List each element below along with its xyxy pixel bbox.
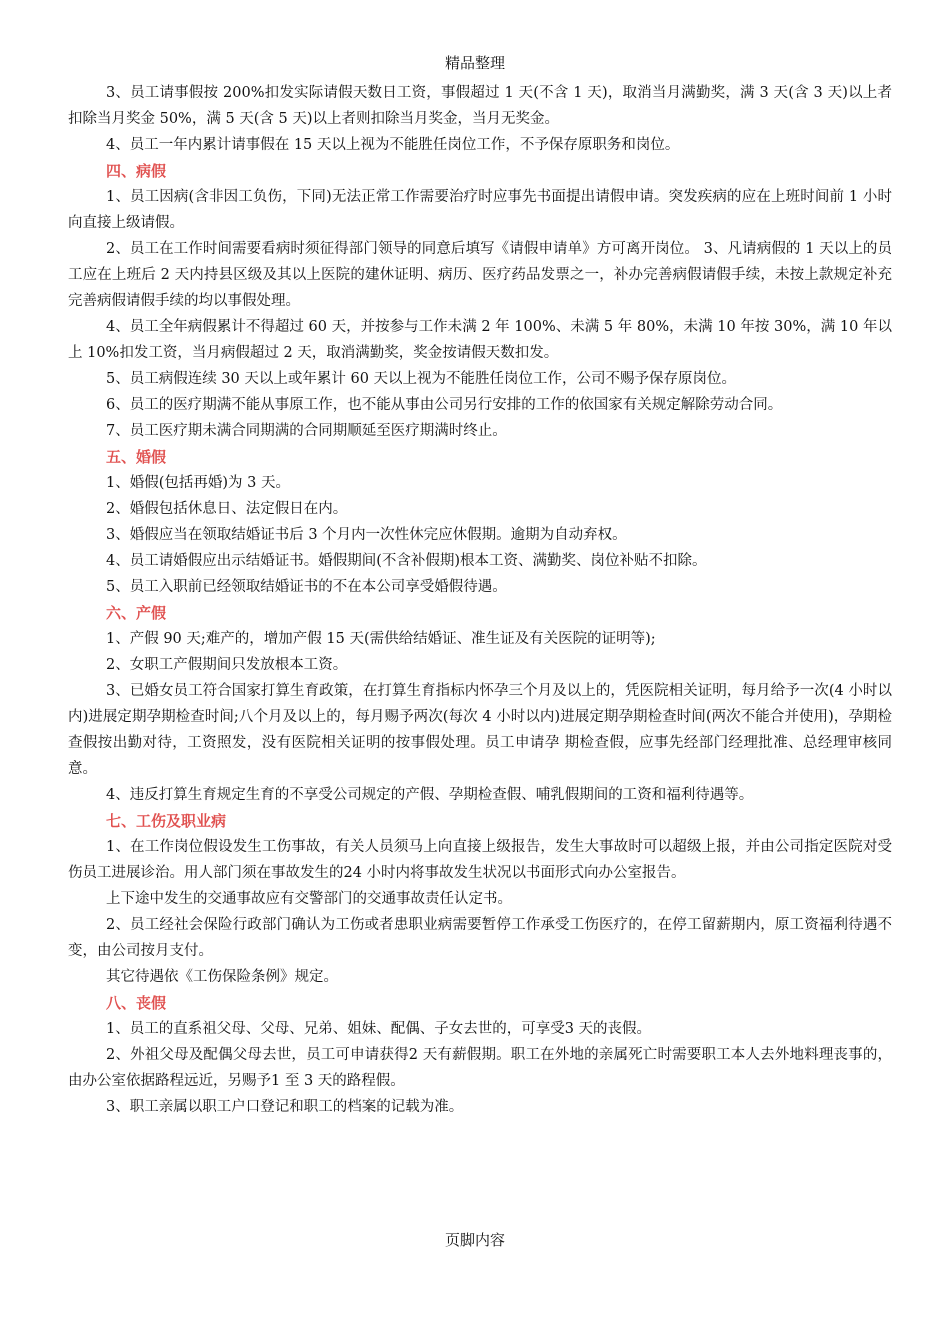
section-heading: 四、病假: [106, 162, 167, 180]
page-footer: 页脚内容: [444, 1231, 505, 1249]
paragraph: 1、产假 90 天;难产的，增加产假 15 天(需供给结婚证、准生证及有关医院的证明等);: [106, 631, 656, 647]
paragraph: 3、职工亲属以职工户口登记和职工的档案的记载为准。: [106, 1099, 464, 1115]
section-heading: 六、产假: [106, 604, 167, 622]
paragraph: 5、员工病假连续 30 天以上或年累计 60 天以上视为不能胜任岗位工作，公司不赐予保存原岗位。: [106, 371, 737, 387]
page-header: 精品整理: [444, 54, 505, 72]
paragraph: 2、婚假包括休息日、法定假日在内。: [106, 501, 348, 517]
paragraph: 4、员工全年病假累计不得超过 60 天，并按参与工作未满 2 年 100%、未满 5 年 80%，未满 10 年按 30%，满 10 年以上 10%扣发工资，当月病假超过 2 天，取消满勤奖，奖金按请假天数扣发。: [68, 319, 892, 361]
paragraph: 2、员工经社会保险行政部门确认为工伤或者患职业病需要暂停工作承受工伤医疗的，在停工留薪期内，原工资福利待遇不变，由公司按月支付。: [68, 917, 892, 959]
paragraph: 2、员工在工作时间需要看病时须征得部门领导的同意后填写《请假申请单》方可离开岗位。 3、凡请病假的 1 天以上的员工应在上班后 2 天内持县区级及其以上医院的建休证明、病历、医疗药品发票之一，补办完善病假请假手续，未按上款规定补充完善病假请假手续的均以事假处理。: [68, 241, 892, 309]
paragraph: 3、员工请事假按 200%扣发实际请假天数日工资，事假超过 1 天(不含 1 天)，取消当月满勤奖，满 3 天(含 3 天)以上者扣除当月奖金 50%，满 5 天(含 5 天)以上者则扣除当月奖金，当月无奖金。: [68, 85, 892, 127]
paragraph: 其它待遇依《工伤保险条例》规定。: [106, 969, 338, 985]
paragraph: 1、员工因病(含非因工负伤，下同)无法正常工作需要治疗时应事先书面提出请假申请。突发疾病的应在上班时间前 1 小时向直接上级请假。: [68, 189, 892, 231]
paragraph: 2、外祖父母及配偶父母去世，员工可申请获得2 天有薪假期。职工在外地的亲属死亡时需要职工本人去外地料理丧事的，由办公室依据路程远近，另赐予1 至 3 天的路程假。: [68, 1047, 892, 1089]
document-body: [68, 80, 892, 1120]
section-heading: 五、婚假: [106, 448, 167, 466]
paragraph: 5、员工入职前已经领取结婚证书的不在本公司享受婚假待遇。: [106, 579, 507, 595]
paragraph: 4、员工一年内累计请事假在 15 天以上视为不能胜任岗位工作，不予保存原职务和岗位。: [106, 137, 680, 153]
paragraph: 4、员工请婚假应出示结婚证书。婚假期间(不含补假期)根本工资、满勤奖、岗位补贴不扣除。: [106, 553, 707, 569]
section-heading: 七、工伤及职业病: [106, 812, 227, 830]
paragraph: 上下途中发生的交通事故应有交警部门的交通事故责任认定书。: [106, 891, 512, 907]
paragraph: 1、员工的直系祖父母、父母、兄弟、姐妹、配偶、子女去世的，可享受3 天的丧假。: [106, 1021, 652, 1037]
paragraph: 1、婚假(包括再婚)为 3 天。: [106, 475, 290, 491]
paragraph: 6、员工的医疗期满不能从事原工作，也不能从事由公司另行安排的工作的依国家有关规定解除劳动合同。: [106, 397, 783, 413]
section-heading: 八、丧假: [106, 994, 167, 1012]
paragraph: 1、在工作岗位假设发生工伤事故，有关人员须马上向直接上级报告，发生大事故时可以超级上报，并由公司指定医院对受伤员工进展诊治。用人部门须在事故发生的24 小时内将事故发生状况以书面形式向办公室报告。: [68, 839, 892, 881]
paragraph: 3、已婚女员工符合国家打算生育政策，在打算生育指标内怀孕三个月及以上的，凭医院相关证明，每月给予一次(4 小时以内)进展定期孕期检查时间;八个月及以上的，每月赐予两次(每次 4 小时以内)进展定期孕期检查时间(两次不能合并使用)，孕期检查假按出勤对待，工资照发，没有医院相关证明的按事假处理。员工申请孕 期检查假，应事先经部门经理批准、总经理审核同意。: [68, 683, 892, 777]
paragraph: 7、员工医疗期未满合同期满的合同期顺延至医疗期满时终止。: [106, 423, 507, 439]
paragraph: 2、女职工产假期间只发放根本工资。: [106, 657, 348, 673]
paragraph: 3、婚假应当在领取结婚证书后 3 个月内一次性休完应休假期。逾期为自动弃权。: [106, 527, 627, 543]
paragraph: 4、违反打算生育规定生育的不享受公司规定的产假、孕期检查假、哺乳假期间的工资和福利待遇等。: [106, 787, 754, 803]
